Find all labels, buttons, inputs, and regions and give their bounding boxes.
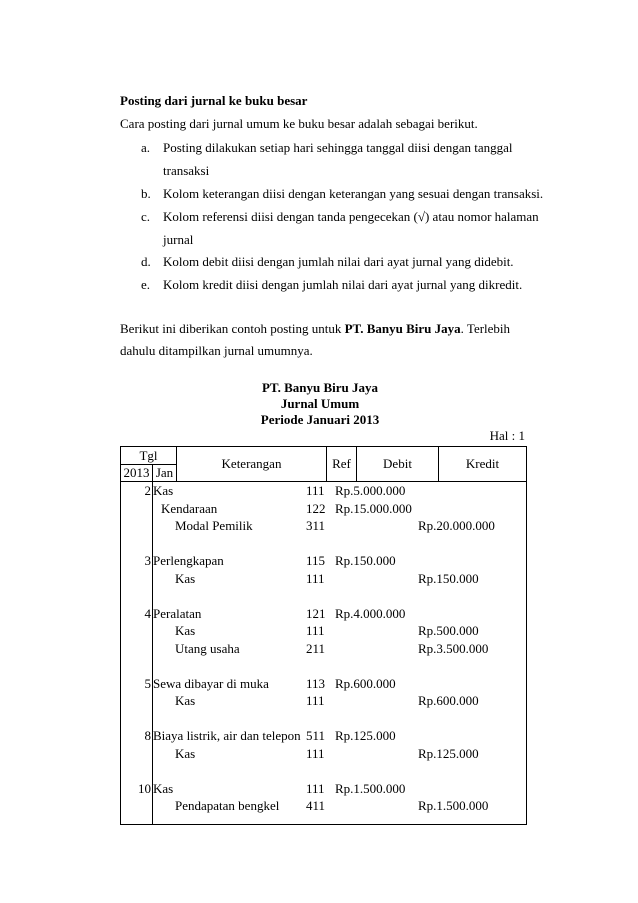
entry-date: 5: [144, 675, 151, 691]
header-debit: Debit: [357, 447, 439, 482]
step-marker-d: d.: [141, 254, 151, 269]
journal-line: [153, 571, 526, 589]
step-marker-c: c.: [141, 209, 151, 224]
journal-line: [144, 483, 526, 501]
step-c-line-2: jurnal: [163, 232, 194, 247]
example-text-pre: Berikut ini diberikan contoh posting untuk: [120, 321, 345, 336]
entry-ref: 121: [306, 605, 326, 621]
entry-debit: Rp.15.000.000: [335, 500, 412, 516]
journal-line: [153, 623, 526, 641]
entry-account: Pendapatan bengkel: [175, 798, 280, 813]
entry-account: Sewa dibayar di muka: [153, 675, 269, 691]
entry-account: Kas: [175, 745, 196, 761]
page-number: Hal : 1: [489, 428, 525, 443]
journal-line: [153, 641, 526, 659]
entry-kredit: Rp.125.000: [418, 745, 479, 761]
entry-debit: Rp.5.000.000: [335, 483, 406, 498]
entry-date: 8: [144, 728, 151, 743]
header-month: Jan: [153, 465, 177, 482]
entry-kredit: Rp.600.000: [418, 693, 479, 708]
entry-account: Utang usaha: [175, 640, 240, 656]
entry-ref: 111: [306, 623, 325, 638]
entry-account: Kas: [175, 693, 196, 708]
journal-header-row: [121, 447, 527, 465]
entry-debit: Rp.150.000: [335, 553, 396, 568]
journal-line: [153, 746, 526, 764]
entry-ref: 111: [306, 570, 325, 586]
journal-line: [153, 501, 526, 519]
entry-date: 2: [144, 483, 151, 498]
entry-ref: 111: [306, 780, 325, 796]
entry-account: Perlengkapan: [153, 553, 224, 568]
header-ref: Ref: [327, 447, 357, 482]
step-b-line-1: Kolom keterangan diisi dengan keterangan yang sesuai dengan transaksi.: [163, 186, 544, 201]
entry-debit: Rp.125.000: [335, 728, 396, 743]
step-a-line-2: transaksi: [163, 163, 210, 178]
entry-account: Kendaraan: [161, 500, 218, 516]
entry-debit: Rp.600.000: [335, 675, 396, 691]
journal-line: [144, 675, 526, 694]
journal-entries: [138, 482, 527, 825]
entry-kredit: Rp.20.000.000: [418, 518, 495, 533]
section-heading: Posting dari jurnal ke buku besar: [120, 93, 308, 108]
entry-kredit: Rp.1.500.000: [418, 798, 489, 813]
entry-date: 10: [138, 780, 151, 796]
example-company-name: PT. Banyu Biru Jaya: [344, 321, 461, 336]
entry-debit: Rp.4.000.000: [335, 605, 406, 621]
journal-line: [144, 605, 526, 624]
header-keterangan: Keterangan: [177, 447, 327, 482]
header-kredit: Kredit: [439, 447, 527, 482]
entry-account: Modal Pemilik: [175, 518, 253, 533]
journal-line: [153, 693, 526, 711]
entry-kredit: Rp.3.500.000: [418, 640, 489, 656]
header-tgl: Tgl: [121, 447, 177, 465]
entry-account: Kas: [175, 570, 196, 586]
entry-ref: 111: [306, 693, 325, 708]
journal-line: [144, 728, 526, 746]
entry-ref: 511: [306, 728, 326, 743]
entry-account: Kas: [153, 483, 174, 498]
example-line-1: [120, 321, 510, 337]
entry-ref: 111: [306, 745, 325, 761]
step-c-line-1: Kolom referensi diisi dengan tanda pengecekan (√) atau nomor halaman: [163, 209, 539, 224]
journal-line: [153, 518, 526, 536]
step-marker-a: a.: [141, 140, 151, 155]
step-marker-e: e.: [141, 277, 151, 292]
journal-period: Periode Januari 2013: [260, 412, 380, 427]
header-year: 2013: [121, 465, 153, 482]
step-a-line-1: Posting dilakukan setiap hari sehingga tanggal diisi dengan tanggal: [163, 140, 513, 155]
entry-ref: 111: [306, 483, 325, 498]
journal-line: [138, 780, 526, 799]
entry-kredit: Rp.150.000: [418, 570, 479, 586]
example-text-post: . Terlebih: [460, 321, 511, 336]
entry-kredit: Rp.500.000: [418, 623, 479, 638]
step-e-line-1: Kolom kredit diisi dengan jumlah nilai dari ayat jurnal yang dikredit.: [163, 277, 523, 292]
entry-account: Kas: [175, 623, 196, 638]
entry-ref: 113: [306, 675, 326, 691]
example-line-2: dahulu ditampilkan jurnal umumnya.: [120, 343, 313, 358]
entry-ref: 311: [306, 518, 326, 533]
entry-debit: Rp.1.500.000: [335, 780, 406, 796]
entry-ref: 411: [306, 798, 326, 813]
entry-date: 3: [144, 553, 151, 568]
step-d-line-1: Kolom debit diisi dengan jumlah nilai dari ayat jurnal yang didebit.: [163, 254, 514, 269]
entry-ref: 122: [306, 500, 326, 516]
entry-account: Biaya listrik, air dan telepon: [153, 728, 301, 743]
journal-table: [120, 446, 527, 825]
entry-ref: 211: [306, 640, 326, 656]
intro-text: Cara posting dari jurnal umum ke buku besar adalah sebagai berikut.: [120, 116, 478, 131]
journal-body-row: [121, 482, 527, 825]
entry-date: 4: [144, 605, 151, 621]
step-marker-b: b.: [141, 186, 151, 201]
entry-account: Peralatan: [153, 605, 202, 621]
journal-line: [153, 798, 526, 816]
entry-ref: 115: [306, 553, 326, 568]
journal-title: Jurnal Umum: [280, 396, 360, 411]
entry-account: Kas: [153, 780, 174, 796]
body-year-cell: [121, 482, 153, 825]
journal-company: PT. Banyu Biru Jaya: [261, 380, 379, 395]
journal-line: [144, 553, 526, 571]
